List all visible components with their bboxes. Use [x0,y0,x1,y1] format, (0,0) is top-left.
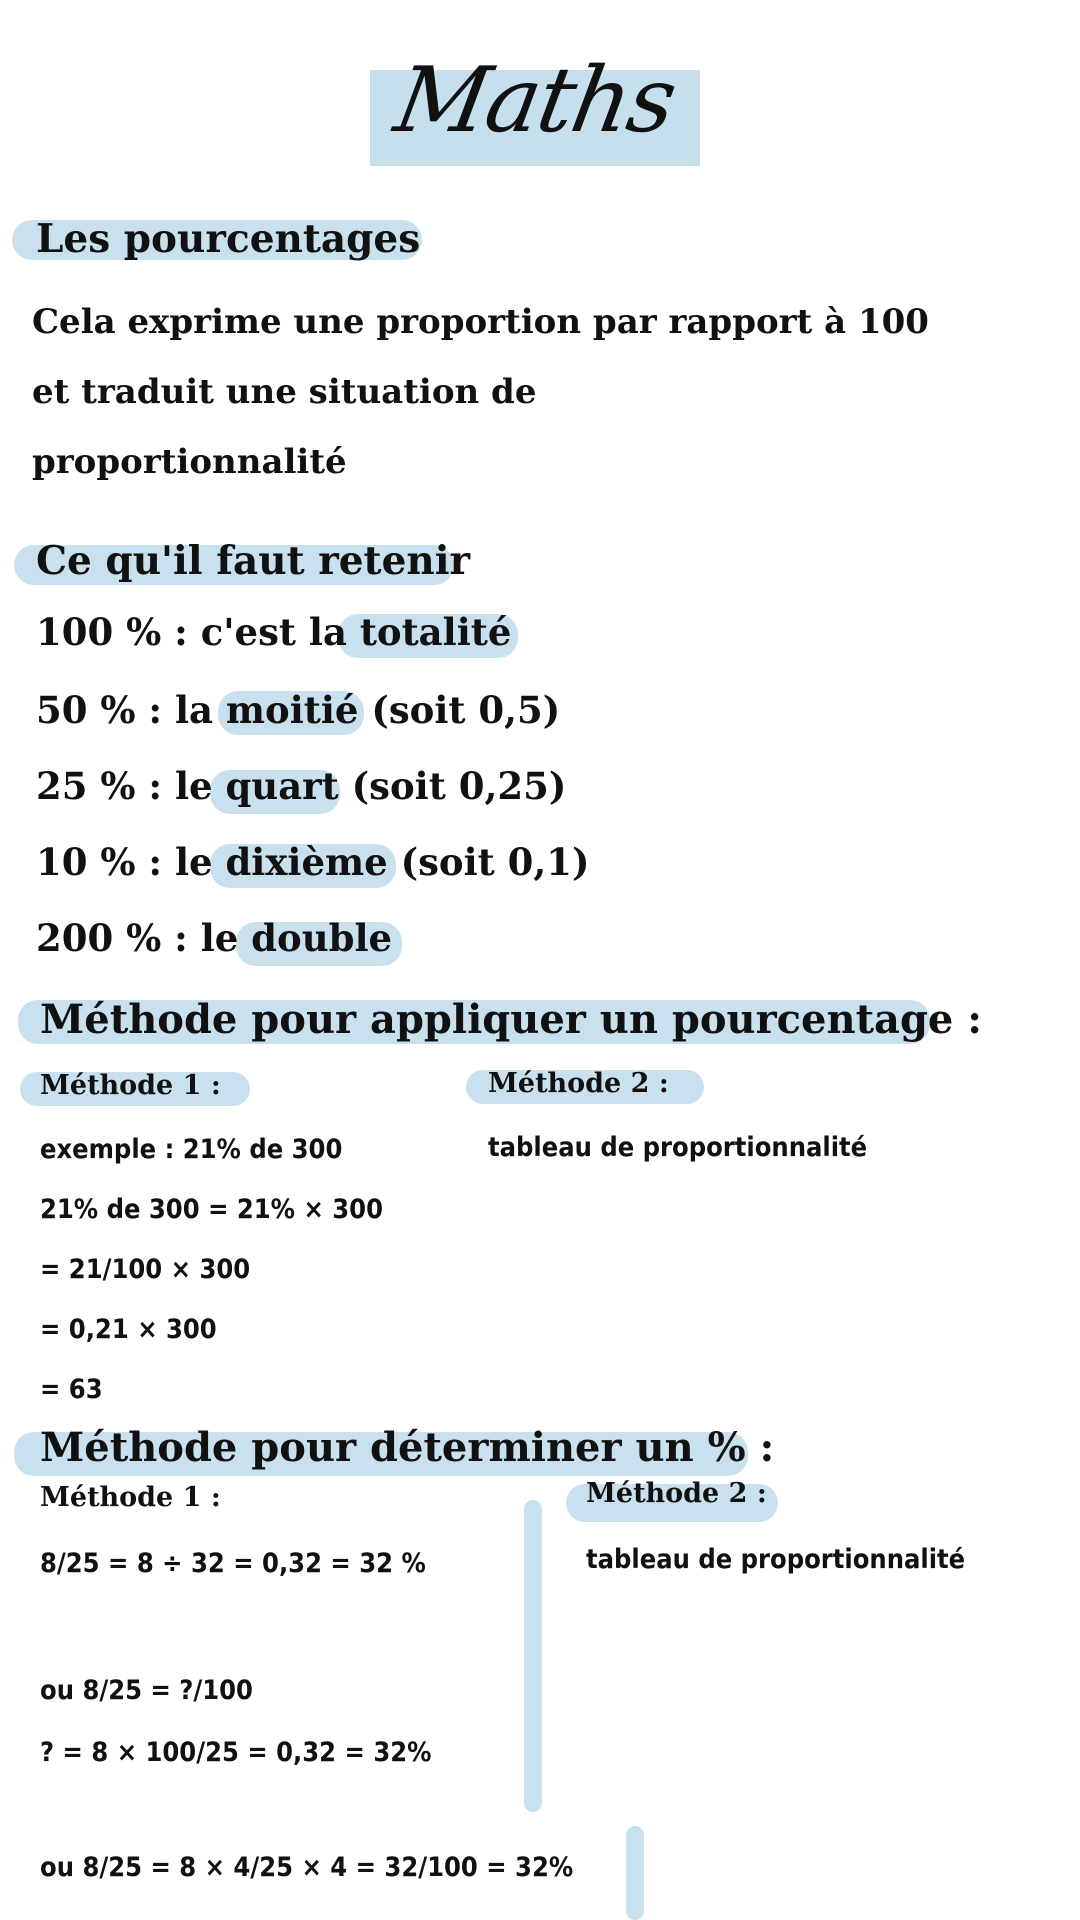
divider-bar [524,1500,542,1812]
method2-label: Méthode 2 : [488,1068,669,1099]
section-heading-pourcentages: Les pourcentages [36,216,421,262]
definition-line-3: proportionnalité [32,442,347,482]
method2-text: tableau de proportionnalité [488,1132,868,1163]
method1-line: ? = 8 × 100/25 = 0,32 = 32% [40,1737,432,1768]
method2-label: Méthode 2 : [586,1478,767,1509]
method1-line: = 63 [40,1374,103,1405]
section-heading-determiner: Méthode pour déterminer un % : [40,1424,775,1471]
retenir-item: 50 % : la moitié (soit 0,5) [36,688,561,732]
method1-line: ou 8/25 = ?/100 [40,1675,253,1706]
retenir-item: 100 % : c'est la totalité [36,610,512,654]
method1-label: Méthode 1 : [40,1482,221,1513]
method1-label: Méthode 1 : [40,1070,221,1101]
method1-line: exemple : 21% de 300 [40,1134,343,1165]
definition-line-2: et traduit une situation de [32,372,537,412]
retenir-item: 200 % : le double [36,916,393,960]
method1-line: = 21/100 × 300 [40,1254,251,1285]
divider-bar [626,1826,644,1920]
method1-line: 8/25 = 8 ÷ 32 = 0,32 = 32 % [40,1548,426,1579]
method1-line: 21% de 300 = 21% × 300 [40,1194,383,1225]
method2-text: tableau de proportionnalité [586,1544,966,1575]
method1-line: = 0,21 × 300 [40,1314,217,1345]
method1-line: ou 8/25 = 8 × 4/25 × 4 = 32/100 = 32% [40,1852,574,1883]
retenir-item: 25 % : le quart (soit 0,25) [36,764,567,808]
section-heading-retenir: Ce qu'il faut retenir [36,538,471,584]
section-heading-appliquer: Méthode pour appliquer un pourcentage : [40,996,983,1043]
page-title: Maths [387,48,683,153]
retenir-item: 10 % : le dixième (soit 0,1) [36,840,590,884]
definition-line-1: Cela exprime une proportion par rapport à 100 [32,302,929,342]
